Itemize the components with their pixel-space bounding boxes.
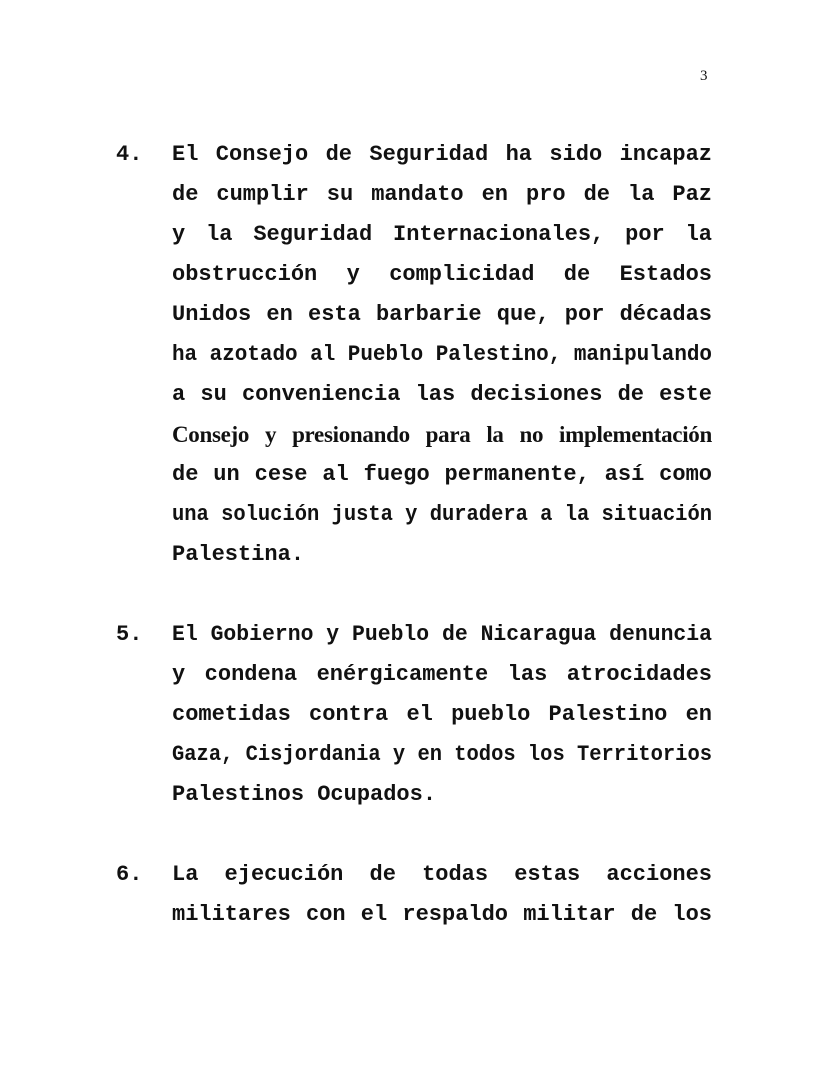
item-number: 4. xyxy=(116,142,143,167)
item-number: 5. xyxy=(116,622,143,647)
text-line: una solución justa y duradera a la situación xyxy=(172,502,712,527)
text-line: Consejo y presionando para la no implementación xyxy=(172,422,712,447)
item-text xyxy=(172,135,712,575)
text-line: Gaza, Cisjordania y en todos los Territorios xyxy=(172,742,712,767)
text-line: Palestinos Ocupados. xyxy=(172,782,437,807)
text-line: obstrucción y complicidad de Estados xyxy=(172,262,712,287)
item-text xyxy=(172,615,712,815)
text-line: a su conveniencia las decisiones de este xyxy=(172,382,712,407)
text-line: y condena enérgicamente las atrocidades xyxy=(172,662,712,687)
text-line: Unidos en esta barbarie que, por décadas xyxy=(172,302,712,327)
text-line: La ejecución de todas estas acciones xyxy=(172,862,712,887)
text-line: de un cese al fuego permanente, así como xyxy=(172,462,712,487)
text-line: El Gobierno y Pueblo de Nicaragua denuncia xyxy=(172,622,712,647)
text-line: Palestina. xyxy=(172,542,305,567)
text-line: cometidas contra el pueblo Palestino en xyxy=(172,702,712,727)
text-line: El Consejo de Seguridad ha sido incapaz xyxy=(172,142,712,167)
text-line: de cumplir su mandato en pro de la Paz xyxy=(172,182,712,207)
item-text xyxy=(172,855,712,935)
text-line: militares con el respaldo militar de los xyxy=(172,902,712,927)
page-number: 3 xyxy=(700,68,708,84)
item-number: 6. xyxy=(116,862,143,887)
text-line: ha azotado al Pueblo Palestino, manipulando xyxy=(172,342,712,367)
text-line: y la Seguridad Internacionales, por la xyxy=(172,222,712,247)
